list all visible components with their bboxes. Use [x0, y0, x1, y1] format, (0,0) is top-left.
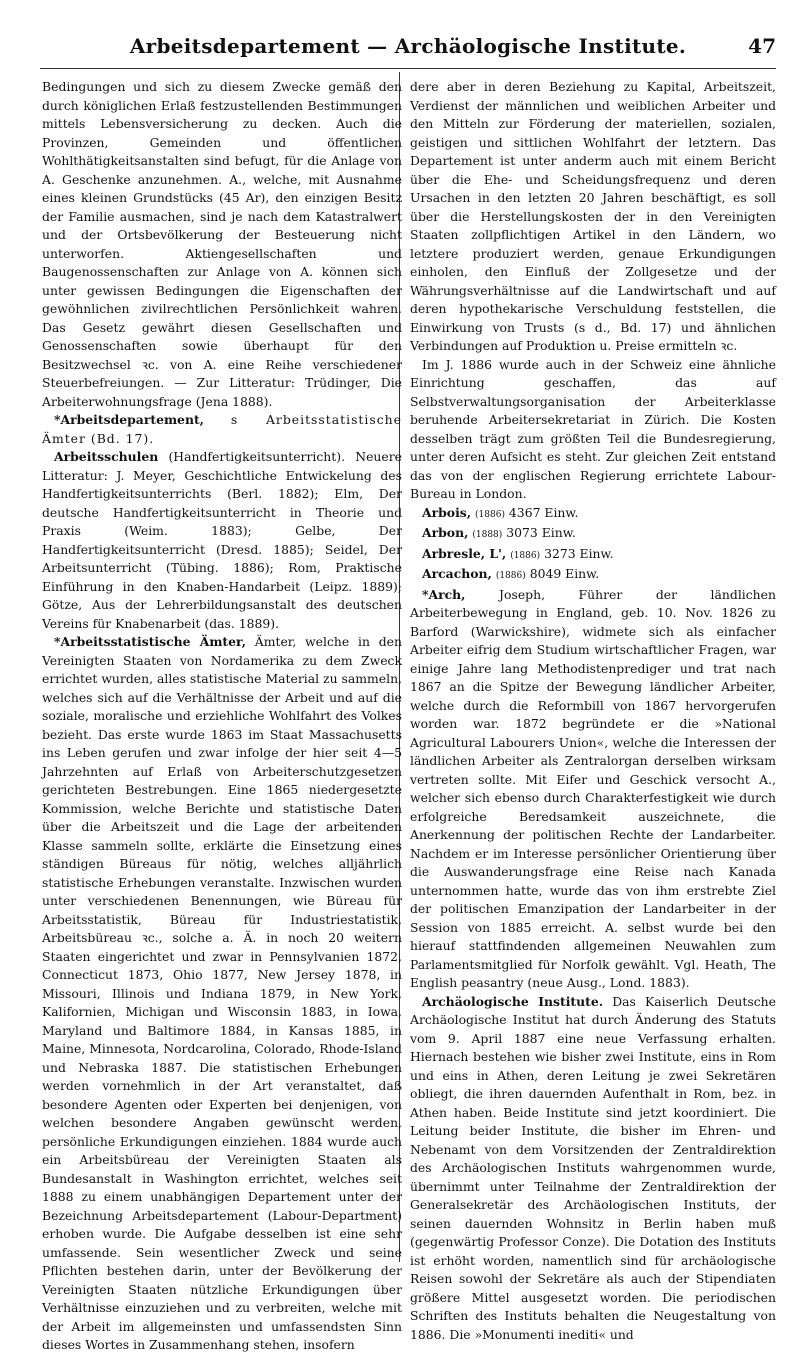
paragraph-continuation: Bedingungen und sich zu diesem Zwecke gemäß den durch königlichen Erlaß festzustellenden Bestimmungen mittels Lebensversicherung zu decken. Auch die Provinzen, Gemeinden und öffentlichen Wohlthätigkeitsanstalten sind befugt, für die Anlage von A. Geschenke anzunehmen. A., welche, mit Ausnahme eines kleinen Grundstücks (45 Ar), den einzigen Besitz der Familie ausmachen, sind je nach dem Katastralwert und der Ortsbevölkerung der Besteuerung nicht unterworfen. Aktiengesellschaften und Baugenossenschaften zur Anlage von A. können sich unter gewissen Bedingungen die Eigenschaften der gewöhnlichen zivilrechtlichen Persönlichkeit wahren. Das Gesetz gewährt diesen Gesellschaften und Genossenschaften sowie überhaupt für den Besitzwechsel ꝛc. von A. eine Reihe verschiedener Steuerbefreiungen. — Zur Litteratur: Trüdinger, Die Arbeiterwohnungsfrage (Jena 1888).	[42, 79, 402, 409]
paragraph-continuation: dere aber in deren Beziehung zu Kapital, Arbeitszeit, Verdienst der männlichen und weiblichen Arbeiter und den Mitteln zur Förderung der materiellen, sozialen, geistigen und sittlichen Wohlfahrt der letztern. Das Departement ist unter anderm auch mit einem Bericht über die Ehe- und Scheidungsfrequenz und deren Ursachen in den letzten 20 Jahren beschäftigt, es soll über die Herstellungskosten der in den Vereinigten Staaten zollpflichtigen Artikel in den Ländern, wo letztere produziert werden, genaue Erkundigungen einholen, den Einfluß der Zollgesetze und der Währungsverhältnisse auf die Landwirtschaft und auf deren hypothekarische Verschuldung feststellen, die Einwirkung von Trusts (s d., Bd. 17) und ähnlichen Verbindungen auf Produktion u. Preise ermitteln ꝛc.	[410, 79, 776, 353]
entry-population: 8049 Einw.	[529, 566, 600, 581]
entry-title: Arbon,	[422, 525, 469, 540]
entry-text: s Arbeitsstatistische Ämter (Bd. 17).	[42, 412, 402, 446]
entry-archaeologische-institute	[410, 993, 776, 1345]
paragraph-schweiz: Im J. 1886 wurde auch in der Schweiz eine ähnliche Einrichtung geschaffen, das auf Selbstverwaltungsorganisation der Arbeiterklasse beruhende Arbeitersekretariat in Zürich. Die Kosten desselben trägt zum größten Teil die Bundesregierung, unter deren Aufsicht es steht. Zur gleichen Zeit entstand das von der englischen Regierung errichtete Labour-Bureau in London.	[410, 356, 776, 501]
page-number: 47	[748, 34, 776, 58]
entry-population: 3073 Einw.	[506, 525, 576, 540]
entry-title: *Arch,	[422, 586, 466, 602]
entry-title: Arcachon,	[422, 566, 492, 581]
entry-title: *Arbeitsdepartement,	[54, 412, 204, 427]
entry-arcachon	[410, 565, 776, 586]
entry-text: Joseph, Führer der ländlichen Arbeiterbewegung in England, geb. 10. Nov. 1826 zu Barford (Warwickshire), widmete sich als einfacher Arbeiter eifrig dem Studium wirtschaftlicher Fragen, war einige Jahre lang Methodistenprediger und trat nach 1867 an die Spitze der Bewegung ländlicher Arbeiter, welche durch die Reformbill von 1867 hervorgerufen worden war. 1872 begründete er die »National Agricultural Labourers Union«, welche die Interessen der ländlichen Arbeiter als Zentralorgan derselben wirksam vertreten sollte. Mit Eifer und Geschick versocht A., welcher sich ebenso durch Charakterfestigkeit wie durch erfolgreiche Beredsamkeit auszeichnete, die Anerkennung der politischen Rechte der Landarbeiter. Nachdem er im Interesse persönlicher Orientierung über die Auswanderungsfrage eine Reise nach Kanada unternommen hatte, wurde das von ihm erstrebte Ziel der politischen Emanzipation der Landarbeiter in der Session von 1885 erreicht. A. selbst wurde bei den hierauf stattfindenden allgemeinen Neuwahlen zum Parlamentsmitglied für Norfolk gewählt. Vgl. Heath, The English peasantry (neue Ausg., Lond. 1883).	[410, 586, 776, 990]
entry-title: Arbois,	[422, 504, 472, 520]
entry-text: Ämter, welche in den Vereinigten Staaten von Nordamerika zu dem Zweck errichtet wurden, alles statistische Material zu sammeln, welches sich auf die Verhältnisse der Arbeit und auf die soziale, moralische und erziehliche Wohlfahrt des Volkes bezieht. Das erste wurde 1863 im Staat Massachusetts ins Leben gerufen und zwar infolge der hier seit 4—5 Jahrzehnten auf Erlaß von Arbeiterschutzgesetzen gerichteten Bestrebungen. Eine 1865 niedergesetzte Kommission, welche Berichte und statistische Daten über die Arbeitszeit und die Lage der arbeitenden Klasse sammeln sollte, erklärte die Einsetzung eines ständigen Büreaus für nötig, welches alljährlich statistische Erhebungen veranstalte. Inzwischen wurden unter verschiedenen Benennungen, wie Büreau für Arbeitsstatistik, Büreau für Industriestatistik, Arbeitsbüreau ꝛc., solche a. Ä. in noch 20 weitern Staaten eingerichtet und zwar in Pennsylvanien 1872, Connecticut 1873, Ohio 1877, New Jersey 1878, in Missouri, Illinois und Indiana 1879, in New York, Kalifornien, Michigan und Wisconsin 1883, in Iowa, Maryland und Baltimore 1884, in Kansas 1885, in Maine, Minnesota, Nordcarolina, Colorado, Rhode-Island und Nebraska 1887. Die statistischen Erhebungen werden vornehmlich in der Art veranstaltet, daß besondere Agenten oder Experten bei denjenigen, von welchen besondere Angaben gewünscht werden, persönliche Erkundigungen einziehen. 1884 wurde auch ein Arbeitsbüreau der Vereinigten Staaten als Bundesanstalt in Washington errichtet, welches seit 1888 zu einem unabhängigen Departement unter der Bezeichnung Arbeitsdepartement (Labour-Department) erhoben wurde. Die Aufgabe desselben ist eine sehr umfassende. Sein wesentlicher Zweck und seine Pflichten bestehen darin, unter der Bevölkerung der Vereinigten Staaten nützliche Erkundigungen über Verhältnisse einzuziehen und zu verbreiten, welche mit der Arbeit im allgemeinsten und umfassendsten Sinn dieses Wortes in Zusammenhang stehen, insofern	[42, 634, 402, 1352]
entry-title: Arbeitsschulen	[54, 449, 159, 464]
page-header	[40, 28, 776, 69]
entry-title: *Arbeitsstatistische Ämter,	[54, 634, 246, 649]
entry-arbresle	[410, 545, 776, 566]
entry-year: (1886)	[475, 509, 505, 520]
entry-arbeitsschulen	[42, 448, 402, 633]
entry-year: (1886)	[495, 571, 526, 581]
entry-arbeitsdepartement	[42, 411, 402, 448]
entry-arch	[410, 586, 776, 993]
entry-population: 3273 Einw.	[544, 545, 614, 561]
right-column	[410, 78, 776, 1344]
entry-year: (1888)	[472, 530, 503, 540]
entry-title: Archäologische Institute.	[422, 993, 604, 1009]
entry-text: Das Kaiserlich Deutsche Archäologische Institut hat durch Änderung des Statuts vom 9. April 1887 eine neue Verfassung erhalten. Hiernach bestehen wie bisher zwei Institute, eins in Rom und eins in Athen, deren Leitung je zwei Sekretären obliegt, die ihren dauernden Aufenthalt in Rom, bez. in Athen haben. Beide Institute sind jetzt koordiniert. Die Leitung beider Institute, die bisher im Ehren- und Nebenamt von dem Vorsitzenden der Zentraldirektion des Archäologischen Instituts wahrgenommen wurde, übernimmt unter Teilnahme der Zentraldirektion der Generalsekretär des Archäologischen Instituts, der seinen dauernden Wohnsitz in Berlin haben muß (gegenwärtig Professor Conze). Die Dotation des Instituts ist erhöht worden, namentlich sind für archäologische Reisen sowohl der Sekretäre als auch der Stipendiaten größere Mittel ausgesetzt worden. Die periodischen Schriften des Instituts behalten die Neugestaltung von 1886. Die »Monumenti inediti« und	[410, 993, 776, 1342]
entry-arbon	[410, 524, 776, 545]
entry-population: 4367 Einw.	[508, 504, 579, 520]
entry-arbeitsstatistische-aemter	[42, 633, 402, 1355]
entry-year: (1886)	[510, 550, 541, 561]
entry-arbois	[410, 504, 776, 525]
running-title: Arbeitsdepartement — Archäologische Institute.	[129, 34, 687, 58]
left-column	[42, 78, 402, 1355]
entry-title: Arbresle, L',	[422, 545, 507, 561]
entry-text: (Handfertigkeitsunterricht). Neuere Litteratur: J. Meyer, Geschichtliche Entwickelung des Handfertigkeitsunterrichts (Berl. 1882); Elm, Der deutsche Handfertigkeitsunterricht in Theorie und Praxis (Weim. 1883); Gelbe, Der Handfertigkeitsunterricht (Dresd. 1885); Seidel, Der Arbeitsunterricht (Tübing. 1886); Rom, Praktische Einführung in den Knaben-Handarbeit (Leipz. 1889); Götze, Aus der Lehrerbildungsanstalt des deutschen Vereins für Knabenarbeit (das. 1889).	[42, 449, 402, 631]
